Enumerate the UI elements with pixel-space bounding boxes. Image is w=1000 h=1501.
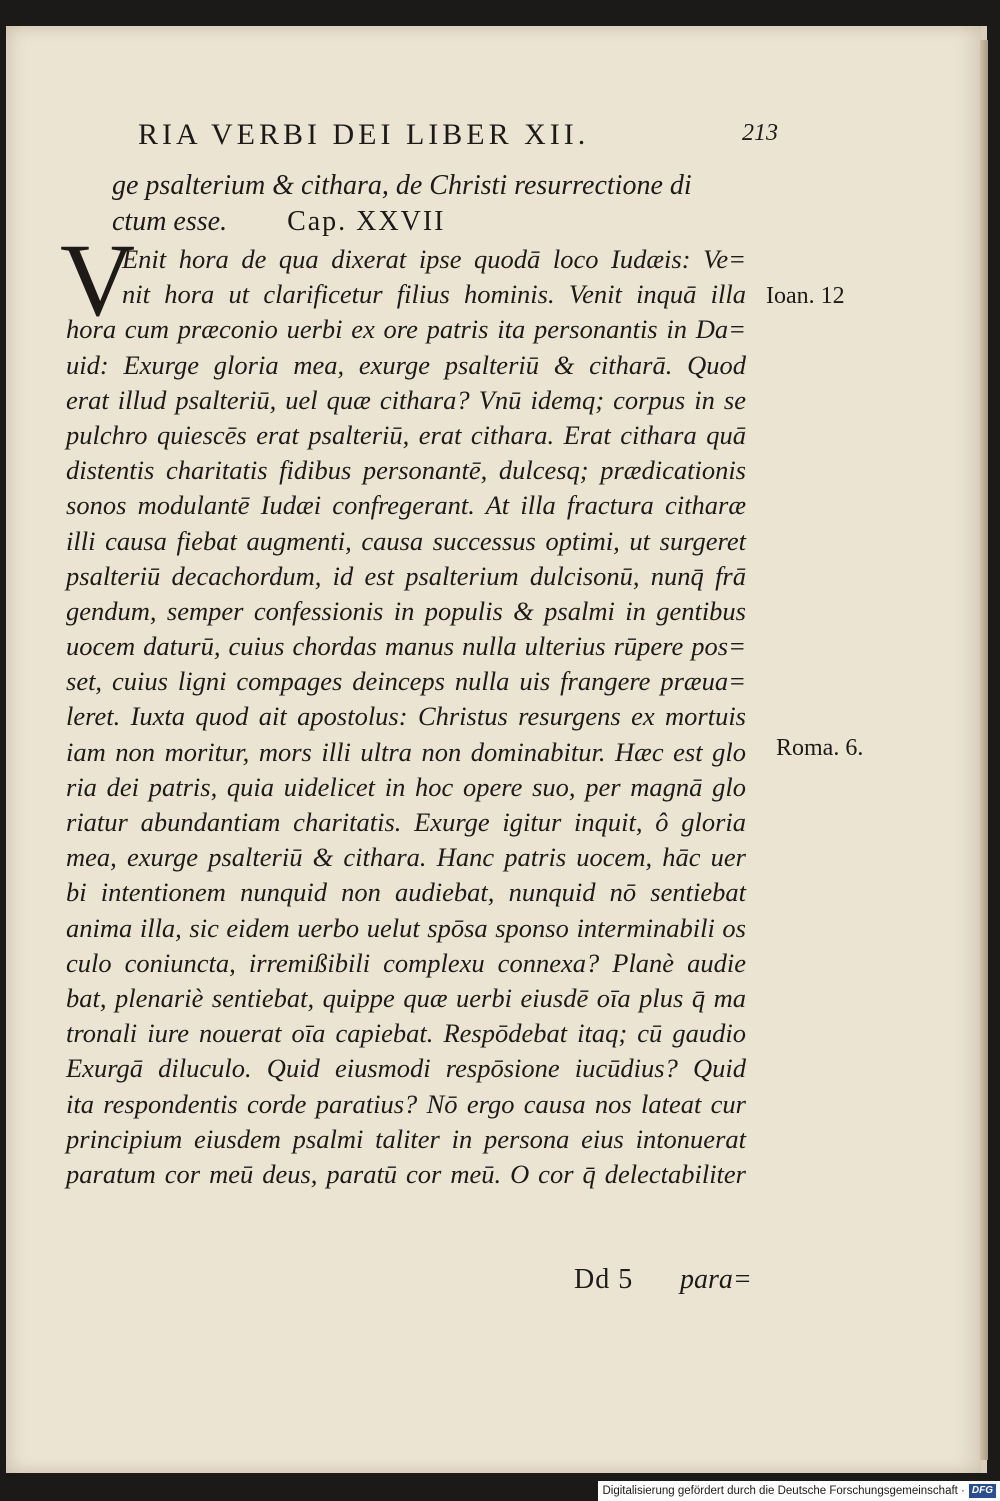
signature-mark: Dd 5 xyxy=(574,1264,634,1295)
digitization-credit-bar xyxy=(598,1481,1000,1501)
chapter-title xyxy=(70,168,720,240)
text-line: ria dei patris, quia uidelicet in hoc opere suo, per magnā glo xyxy=(66,771,746,802)
text-line: bat, plenariè sentiebat, quippe quæ uerbi eiusdē oīa plus q̄ ma xyxy=(66,982,746,1013)
text-line: distentis charitatis fidibus personantē, dulcesq; prædicationis xyxy=(66,455,746,486)
text-line: pulchro quiescēs erat psalteriū, erat cithara. Erat cithara quā xyxy=(66,419,746,450)
margin-note-ioan: Ioan. 12 xyxy=(766,283,845,309)
text-line: ita respondentis corde paratius? Nō ergo causa nos lateat cur xyxy=(66,1088,746,1119)
text-line: illi causa fiebat augmenti, causa successus optimi, ut surgeret xyxy=(66,525,746,556)
text-line: nit hora ut clarificetur filius hominis. Venit inquā illa xyxy=(122,279,746,310)
chapter-title-line-2 xyxy=(70,204,720,240)
text-line: principium eiusdem psalmi taliter in persona eius intonuerat xyxy=(66,1123,746,1154)
text-line: uid: Exurge gloria mea, exurge psalteriū & citharā. Quod xyxy=(66,349,746,380)
margin-note-roma: Roma. 6. xyxy=(776,735,864,761)
text-line: iam non moritur, mors illi ultra non dominabitur. Hæc est glo xyxy=(66,736,746,767)
chapter-label: Cap. XXVII xyxy=(287,206,446,237)
text-line: riatur abundantiam charitatis. Exurge igitur inquit, ô gloria xyxy=(66,807,746,837)
text-line: set, cuius ligni compages deinceps nulla uis frangere præua= xyxy=(66,666,746,697)
text-line: paratum cor meū deus, paratū cor meū. O cor q̄ delectabiliter xyxy=(66,1158,746,1189)
dfg-logo: DFG xyxy=(969,1484,996,1498)
body-text xyxy=(66,242,746,1192)
page-edge xyxy=(980,40,988,1460)
text-line: leret. Iuxta quod ait apostolus: Christus resurgens ex mortuis xyxy=(66,701,746,732)
text-line: sonos modulantē Iudæi confregerant. At illa fractura citharæ xyxy=(66,490,746,521)
text-line: psalteriū decachordum, id est psalterium dulcisonū, nunq̄ frā xyxy=(66,560,746,591)
digitization-credit: Digitalisierung gefördert durch die Deutsche Forschungsgemeinschaft · xyxy=(602,1485,965,1497)
text-line: mea, exurge psalteriū & cithara. Hanc patris uocem, hāc uer xyxy=(66,842,746,873)
text-line: Enit hora de qua dixerat ipse quodā loco Iudæis: Ve= xyxy=(122,244,746,274)
drop-capital: V xyxy=(60,223,136,338)
text-line: hora cum præconio uerbi ex ore patris ita personantis in Da= xyxy=(66,314,746,345)
chapter-title-line-1: ge psalterium & cithara, de Christi resurrectione di xyxy=(112,170,692,201)
text-line: culo coniuncta, irremißibili complexu connexa? Planè audie xyxy=(66,947,746,978)
text-line: uocem daturū, cuius chordas manus nulla ulterius rūpere pos= xyxy=(66,631,746,662)
text-line: tronali iure nouerat oīa capiebat. Respōdebat itaq; cū gaudio xyxy=(66,1018,746,1049)
text-line: gendum, semper confessionis in populis & psalmi in gentibus xyxy=(66,595,746,626)
text-line: bi intentionem nunquid non audiebat, nunquid nō sentiebat xyxy=(66,877,746,908)
running-header: RIA VERBI DEI LIBER XII. xyxy=(138,118,590,151)
text-line: erat illud psalteriū, uel quæ cithara? Vnū idemq; corpus in se xyxy=(66,384,746,415)
text-line: anima illa, sic eidem uerbo uelut spōsa sponso interminabili os xyxy=(66,912,746,943)
folio-number: 213 xyxy=(742,120,778,146)
chapter-title-line-2-text: ctum esse. xyxy=(112,206,228,237)
catchword: para= xyxy=(680,1264,752,1295)
text-line: Exurgā diluculo. Quid eiusmodi respōsione iucūdius? Quid xyxy=(66,1053,746,1084)
